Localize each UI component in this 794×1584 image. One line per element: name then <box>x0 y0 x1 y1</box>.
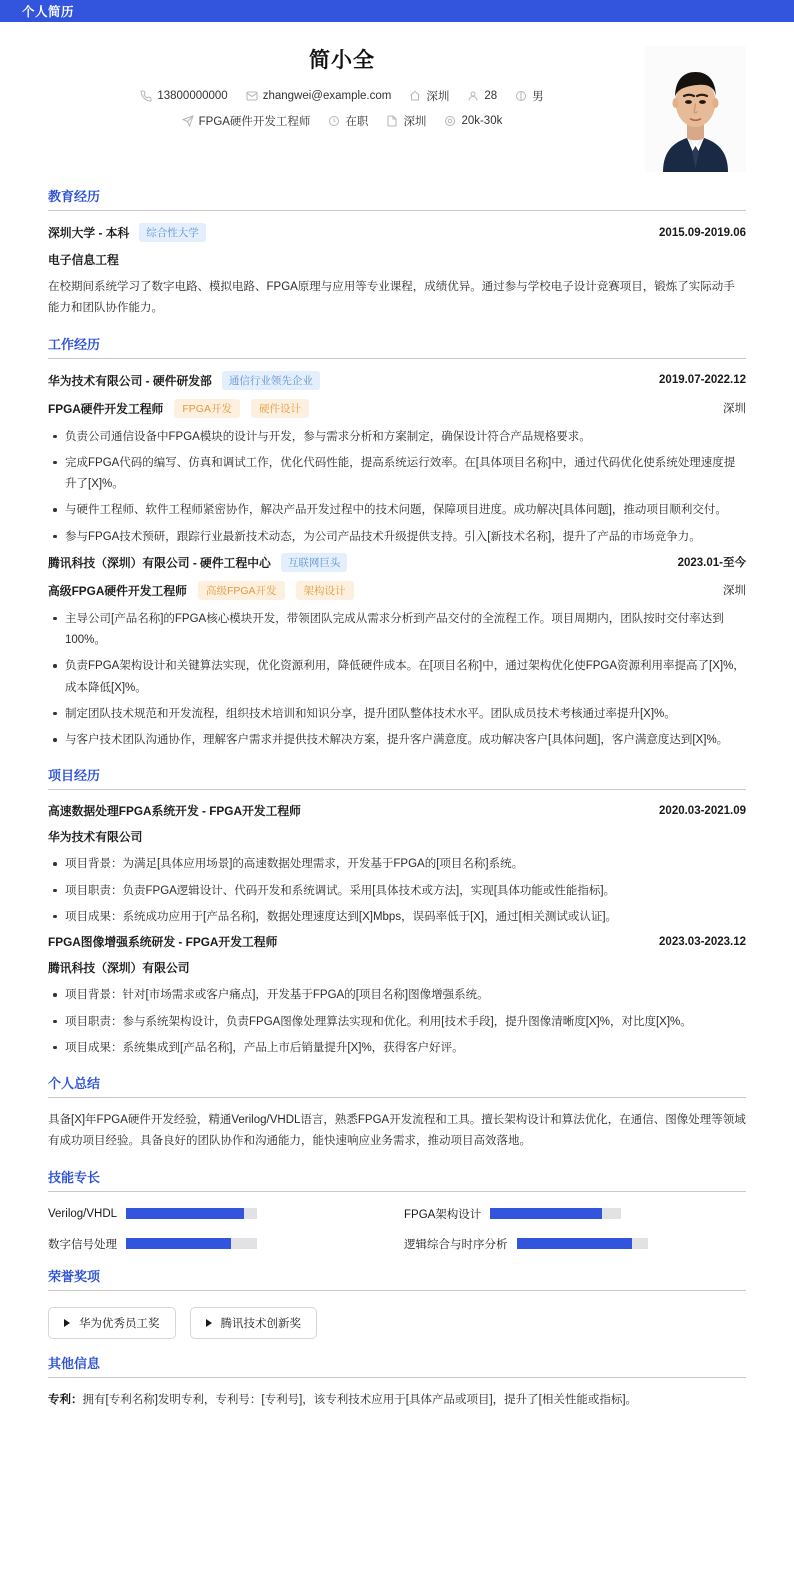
skill-progress-fill <box>490 1208 601 1219</box>
detail-status-value: 在职 <box>345 116 369 128</box>
skill-progress-track <box>126 1238 257 1249</box>
phone-icon <box>140 90 152 102</box>
contact-email-value: zhangwei@example.com <box>262 90 392 102</box>
divider <box>48 358 746 359</box>
project-company: 腾讯科技（深圳）有限公司 <box>48 961 190 976</box>
skill-item <box>48 1236 390 1252</box>
skill-item <box>48 1206 390 1222</box>
skill-progress-track <box>517 1238 648 1249</box>
avatar <box>645 46 746 172</box>
page-title: 简小全 <box>309 49 375 72</box>
work-company: 华为技术有限公司 - 硬件研发部 <box>48 373 212 388</box>
work-bullet: 参与FPGA技术预研，跟踪行业最新技术动态，为公司产品技术升级提供支持。引入[新技术名称]，提升了产品的市场竞争力。 <box>48 527 746 548</box>
section-skills <box>48 1167 746 1252</box>
project-bullet-list <box>48 854 746 928</box>
work-skill-tag: 架构设计 <box>296 581 354 600</box>
detail-location-value: 深圳 <box>403 116 427 128</box>
work-bullet: 制定团队技术规范和开发流程，组织技术培训和知识分享，提升团队整体技术水平。团队成员技术考核通过率提升[X]%。 <box>48 704 746 725</box>
section-other <box>48 1353 746 1411</box>
project-bullet-list <box>48 985 746 1059</box>
skill-progress-fill <box>126 1208 244 1219</box>
contact-gender <box>515 88 544 104</box>
education-entry-left <box>48 223 206 242</box>
project-date: 2020.03-2021.09 <box>659 804 746 817</box>
detail-position-value: FPGA硬件开发工程师 <box>198 116 311 128</box>
award-chip[interactable] <box>48 1307 176 1339</box>
contact-age <box>467 90 497 102</box>
skill-label: Verilog/VHDL <box>48 1207 118 1220</box>
work-position: 高级FPGA硬件开发工程师 <box>48 583 187 598</box>
section-title-projects: 项目经历 <box>48 768 101 784</box>
skill-item <box>404 1206 746 1222</box>
detail-location <box>386 113 426 129</box>
education-tag: 综合性大学 <box>139 223 206 242</box>
other-info-label: 专利： <box>48 1393 83 1406</box>
project-company: 华为技术有限公司 <box>48 830 143 845</box>
work-bullet: 负责FPGA架构设计和关键算法实现，优化资源利用，降低硬件成本。在[项目名称]中，通过架构优化使FPGA资源利用率提高了[X]%，成本降低[X]%。 <box>48 656 746 699</box>
detail-salary-value: 20k-30k <box>461 115 503 127</box>
salary-icon <box>444 115 456 127</box>
work-company-tag: 互联网巨头 <box>281 553 348 572</box>
skill-progress-fill <box>126 1238 231 1249</box>
project-entry-header <box>48 802 746 819</box>
resume-page <box>0 22 794 1411</box>
work-location: 深圳 <box>723 403 746 416</box>
section-title-education: 教育经历 <box>48 189 101 204</box>
send-icon <box>182 115 194 127</box>
user-icon <box>467 90 479 102</box>
detail-salary <box>444 115 502 127</box>
education-entry-header <box>48 223 746 242</box>
work-entry-header <box>48 371 746 390</box>
award-label: 腾讯技术创新奖 <box>220 1317 301 1330</box>
play-triangle-icon <box>206 1319 212 1327</box>
section-title-skills: 技能专长 <box>48 1169 101 1185</box>
project-bullet: 项目成果：系统集成到[产品名称]，产品上市后销量提升[X]%，获得客户好评。 <box>48 1038 746 1059</box>
skill-label: FPGA架构设计 <box>404 1208 482 1221</box>
contact-gender-value: 男 <box>532 91 544 103</box>
detail-status <box>328 113 368 129</box>
contact-age-value: 28 <box>484 90 498 102</box>
project-name: 高速数据处理FPGA系统开发 - FPGA开发工程师 <box>48 804 301 819</box>
work-bullet-list <box>48 609 746 752</box>
section-title-work: 工作经历 <box>48 336 101 352</box>
work-skill-tag: FPGA开发 <box>174 399 240 418</box>
work-entry-left <box>48 371 320 390</box>
gender-icon <box>515 90 527 102</box>
education-entry <box>48 223 746 320</box>
work-company: 腾讯科技（深圳）有限公司 - 硬件工程中心 <box>48 555 271 570</box>
work-position-left <box>48 399 309 418</box>
profile-header <box>48 22 746 172</box>
work-company-tag: 通信行业领先企业 <box>222 371 320 390</box>
mail-icon <box>246 90 258 102</box>
work-date: 2023.01-至今 <box>677 557 746 570</box>
other-info-text: 拥有[专利名称]发明专利，专利号：[专利号]，该专利技术应用于[具体产品或项目]，提升了[相关性能或指标]。 <box>82 1393 638 1406</box>
skill-progress-track <box>126 1208 257 1219</box>
section-projects <box>48 765 746 1059</box>
project-entry <box>48 802 746 928</box>
award-label: 华为优秀员工奖 <box>79 1317 160 1330</box>
job-detail-row <box>48 113 746 129</box>
divider <box>48 1191 746 1192</box>
window-title-bar <box>0 0 794 22</box>
work-bullet: 与硬件工程师、软件工程师紧密协作，解决产品开发过程中的技术问题，保障项目进度。成功解决[具体问题]，推动项目顺利交付。 <box>48 500 746 521</box>
contact-phone <box>140 90 227 102</box>
contact-email <box>246 90 392 102</box>
work-location: 深圳 <box>723 585 746 598</box>
project-name: FPGA图像增强系统研发 - FPGA开发工程师 <box>48 935 278 950</box>
work-entry <box>48 553 746 752</box>
divider <box>48 1377 746 1378</box>
work-bullet: 与客户技术团队沟通协作，理解客户需求并提供技术解决方案，提升客户满意度。成功解决客户[具体问题]，客户满意度达到[X]%。 <box>48 730 746 751</box>
skill-progress-track <box>490 1208 621 1219</box>
divider <box>48 1097 746 1098</box>
section-awards <box>48 1266 746 1339</box>
status-icon <box>328 115 340 127</box>
work-position-row <box>48 581 746 600</box>
project-bullet: 项目背景：针对[市场需求或客户痛点]，开发基于FPGA的[项目名称]图像增强系统。 <box>48 985 746 1006</box>
work-entry-header <box>48 553 746 572</box>
play-triangle-icon <box>64 1319 70 1327</box>
education-major: 电子信息工程 <box>48 253 119 267</box>
section-title-summary: 个人总结 <box>48 1076 101 1092</box>
work-date: 2019.07-2022.12 <box>659 374 746 387</box>
project-entry-header <box>48 933 746 950</box>
awards-list <box>48 1303 746 1339</box>
project-bullet: 项目成果：系统成功应用于[产品名称]，数据处理速度达到[X]Mbps，误码率低于[X]，通过[相关测试或认证]。 <box>48 907 746 928</box>
summary-text: 具备[X]年FPGA硬件开发经验，精通Verilog/VHDL语言，熟悉FPGA开发流程和工具。擅长架构设计和算法优化，在通信、图像处理等领域有成功项目经验。具备良好的团队协作和沟通能力，能快速响应业务需求，推动项目高效落地。 <box>48 1114 746 1148</box>
skill-label: 逻辑综合与时序分析 <box>404 1238 508 1251</box>
work-entry <box>48 371 746 548</box>
section-work <box>48 334 746 752</box>
section-summary <box>48 1073 746 1153</box>
project-bullet: 项目背景：为满足[具体应用场景]的高速数据处理需求，开发基于FPGA的[项目名称]系统。 <box>48 854 746 875</box>
divider <box>48 789 746 790</box>
work-skill-tag: 高级FPGA开发 <box>198 581 285 600</box>
work-skill-tag: 硬件设计 <box>251 399 309 418</box>
award-chip[interactable] <box>190 1307 318 1339</box>
contact-city <box>409 88 449 104</box>
document-icon <box>386 115 398 127</box>
work-bullet-list <box>48 427 746 548</box>
project-bullet: 项目职责：负责FPGA逻辑设计、代码开发和系统调试。采用[具体技术或方法]，实现[具体功能或性能指标]。 <box>48 881 746 902</box>
contact-row <box>48 88 746 104</box>
section-title-other: 其他信息 <box>48 1355 101 1371</box>
divider <box>48 210 746 211</box>
work-bullet: 完成FPGA代码的编写、仿真和调试工作，优化代码性能，提高系统运行效率。在[具体项目名称]中，通过代码优化使系统处理速度提升了[X]%。 <box>48 453 746 496</box>
skill-label: 数字信号处理 <box>48 1238 117 1251</box>
contact-phone-value: 13800000000 <box>157 90 228 102</box>
work-position-row <box>48 399 746 418</box>
work-bullet: 主导公司[产品名称]的FPGA核心模块开发，带领团队完成从需求分析到产品交付的全流程工作。项目周期内，团队按时交付率达到100%。 <box>48 609 746 652</box>
other-info-line <box>48 1390 746 1411</box>
education-school: 深圳大学 - 本科 <box>48 226 130 240</box>
section-education <box>48 186 746 320</box>
divider <box>48 1290 746 1291</box>
detail-position <box>182 113 311 129</box>
project-bullet: 项目职责：参与系统架构设计，负责FPGA图像处理算法实现和优化。利用[技术手段]，提升图像清晰度[X]%，对比度[X]%。 <box>48 1012 746 1033</box>
home-icon <box>409 90 421 102</box>
work-position-left <box>48 581 354 600</box>
skill-item <box>404 1236 746 1252</box>
work-entry-left <box>48 553 347 572</box>
skills-grid <box>48 1204 746 1252</box>
work-bullet: 负责公司通信设备中FPGA模块的设计与开发，参与需求分析和方案制定，确保设计符合产品规格要求。 <box>48 427 746 448</box>
project-entry <box>48 933 746 1059</box>
education-description: 在校期间系统学习了数字电路、模拟电路、FPGA原理与应用等专业课程，成绩优异。通过参与学校电子设计竞赛项目，锻炼了实际动手能力和团队协作能力。 <box>48 281 735 315</box>
project-date: 2023.03-2023.12 <box>659 935 746 948</box>
education-date: 2015.09-2019.06 <box>659 226 746 239</box>
window-title: 个人简历 <box>22 5 75 19</box>
skill-progress-fill <box>517 1238 632 1249</box>
section-title-awards: 荣誉奖项 <box>48 1268 101 1284</box>
work-position: FPGA硬件开发工程师 <box>48 401 164 416</box>
contact-city-value: 深圳 <box>426 91 450 103</box>
